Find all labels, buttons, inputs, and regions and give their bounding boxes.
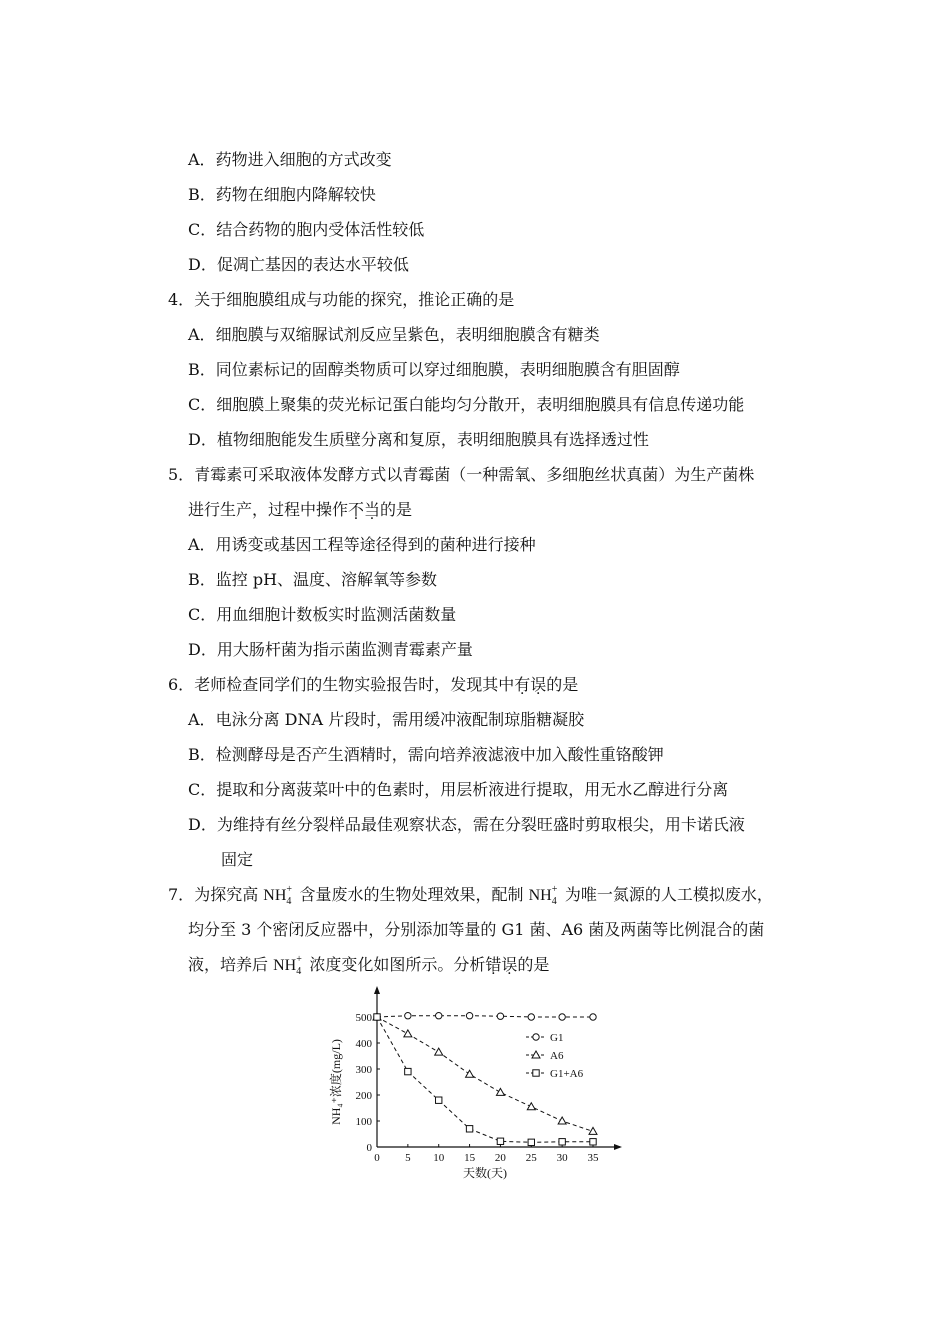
q4-option-c bbox=[188, 395, 744, 415]
q3-option-c bbox=[188, 220, 424, 240]
question-text: 为唯一氮源的人工模拟废水， bbox=[564, 885, 773, 904]
data-point-G1+A6 bbox=[466, 1126, 472, 1132]
option-text: 药物在细胞内降解较快 bbox=[215, 185, 376, 204]
data-point-G1+A6 bbox=[497, 1138, 503, 1144]
option-text: 提取和分离菠菜叶中的色素时，用层析液进行提取，用无水乙醇进行分离 bbox=[216, 780, 729, 799]
data-point-G1 bbox=[559, 1014, 565, 1020]
data-point-A6 bbox=[589, 1127, 597, 1134]
q4-option-a bbox=[188, 325, 600, 345]
option-text: 细胞膜上聚集的荧光标记蛋白能均匀分散开，表明细胞膜具有信息传递功能 bbox=[216, 395, 745, 414]
option-text: 用血细胞计数板实时监测活菌数量 bbox=[216, 605, 457, 624]
data-point-G1 bbox=[405, 1013, 411, 1019]
emphasis-char: 不 bbox=[348, 500, 365, 519]
y-tick-label: 0 bbox=[366, 1142, 372, 1154]
q6-option-d-cont bbox=[221, 850, 253, 870]
x-tick-label: 25 bbox=[525, 1152, 537, 1164]
option-label: D． bbox=[188, 430, 217, 449]
q6-option-b bbox=[188, 745, 664, 765]
q5-option-b bbox=[188, 570, 437, 590]
q4-option-d bbox=[188, 430, 649, 450]
option-text: 固定 bbox=[221, 850, 254, 869]
q7-stem-cont bbox=[188, 920, 764, 940]
option-text: 细胞膜与双缩脲试剂反应呈紫色，表明细胞膜含有糖类 bbox=[215, 325, 600, 344]
data-point-G1+A6 bbox=[405, 1068, 411, 1074]
option-label: C． bbox=[188, 605, 217, 624]
y-tick-label: 200 bbox=[355, 1090, 372, 1102]
option-text: 为维持有丝分裂样品最佳观察状态，需在分裂旺盛时剪取根尖，用卡诺氏液 bbox=[216, 815, 745, 834]
question-number: 7． bbox=[168, 885, 195, 904]
option-label: B． bbox=[188, 570, 216, 589]
data-point-G1+A6 bbox=[559, 1139, 565, 1145]
q4-stem bbox=[168, 290, 514, 310]
q5-stem bbox=[168, 465, 754, 485]
option-text: 用诱变或基因工程等途径得到的菌种进行接种 bbox=[215, 535, 536, 554]
q6-option-c bbox=[188, 780, 728, 800]
data-point-G1 bbox=[466, 1013, 472, 1019]
q3-option-a bbox=[188, 150, 392, 170]
y-tick-label: 500 bbox=[355, 1012, 372, 1024]
question-text: 青霉素可采取液体发酵方式以青霉菌（一种需氧、多细胞丝状真菌）为生产菌株 bbox=[194, 465, 755, 484]
question-number: 5． bbox=[168, 465, 195, 484]
option-label: A． bbox=[188, 325, 216, 344]
question-number: 4． bbox=[168, 290, 195, 309]
option-label: B． bbox=[188, 360, 216, 379]
q6-option-d bbox=[188, 815, 745, 835]
option-text: 监控 pH、温度、溶解氧等参数 bbox=[215, 570, 438, 589]
question-number: 6． bbox=[168, 675, 195, 694]
question-text: 老师检查同学们的生物实验报告时，发现其中 bbox=[194, 675, 515, 694]
option-label: B． bbox=[188, 745, 216, 764]
option-text: 用大肠杆菌为指示菌监测青霉素产量 bbox=[216, 640, 473, 659]
nh4-concentration-chart bbox=[320, 980, 640, 1200]
question-text: 浓度变化如图所示。分析 bbox=[309, 955, 486, 974]
legend-label: G1 bbox=[550, 1032, 564, 1044]
nh4-formula: NH + 4 bbox=[273, 954, 302, 977]
data-point-A6 bbox=[435, 1048, 443, 1055]
q4-option-b bbox=[188, 360, 680, 380]
question-text: 为探究高 bbox=[194, 885, 259, 904]
data-point-A6 bbox=[527, 1103, 535, 1110]
q5-stem-cont bbox=[188, 500, 412, 520]
option-text: 促凋亡基因的表达水平较低 bbox=[216, 255, 409, 274]
option-text: 药物进入细胞的方式改变 bbox=[215, 150, 392, 169]
data-point-A6 bbox=[558, 1117, 566, 1124]
legend-label: G1+A6 bbox=[550, 1068, 584, 1080]
y-axis-label: NH₄⁺浓度(mg/L) bbox=[329, 1039, 343, 1125]
question-text: 的是 bbox=[546, 675, 579, 694]
emphasis-char: 有 bbox=[514, 675, 531, 694]
emphasis-char: 错 bbox=[485, 955, 502, 974]
y-tick-label: 400 bbox=[355, 1038, 372, 1050]
q6-option-a bbox=[188, 710, 584, 730]
y-axis-arrow bbox=[374, 986, 380, 994]
question-text: 关于细胞膜组成与功能的探究，推论正确的是 bbox=[194, 290, 515, 309]
question-text: 均分至 3 个密闭反应器中，分别添加等量的 G1 菌、A6 菌及两菌等比例混合的菌 bbox=[188, 920, 765, 939]
q3-option-d bbox=[188, 255, 409, 275]
x-axis-label: 天数(天) bbox=[463, 1166, 507, 1180]
option-label: A． bbox=[188, 150, 216, 169]
data-point-A6 bbox=[466, 1070, 474, 1077]
option-text: 植物细胞能发生质壁分离和复原，表明细胞膜具有选择透过性 bbox=[216, 430, 649, 449]
option-text: 结合药物的胞内受体活性较低 bbox=[216, 220, 425, 239]
q3-option-b bbox=[188, 185, 376, 205]
q5-option-a bbox=[188, 535, 536, 555]
option-label: C． bbox=[188, 220, 217, 239]
legend-label: A6 bbox=[550, 1050, 564, 1062]
nh4-formula: NH + 4 bbox=[528, 884, 558, 907]
emphasis-char: 误 bbox=[530, 675, 547, 694]
emphasis-char: 误 bbox=[501, 955, 518, 974]
x-axis-arrow bbox=[614, 1144, 622, 1150]
x-tick-label: 30 bbox=[556, 1152, 568, 1164]
nh4-formula: NH + 4 bbox=[263, 884, 293, 907]
q5-option-d bbox=[188, 640, 473, 660]
option-label: A． bbox=[188, 710, 216, 729]
x-tick-label: 35 bbox=[587, 1152, 599, 1164]
option-label: C． bbox=[188, 395, 217, 414]
option-text: 检测酵母是否产生酒精时，需向培养液滤液中加入酸性重铬酸钾 bbox=[215, 745, 664, 764]
option-label: D． bbox=[188, 815, 217, 834]
option-label: B． bbox=[188, 185, 216, 204]
y-tick-label: 300 bbox=[355, 1064, 372, 1076]
option-label: D． bbox=[188, 255, 217, 274]
q6-stem bbox=[168, 675, 578, 695]
option-label: C． bbox=[188, 780, 217, 799]
data-point-G1+A6 bbox=[590, 1139, 596, 1145]
question-text: 的是 bbox=[380, 500, 413, 519]
data-point-G1+A6 bbox=[374, 1014, 380, 1020]
q7-stem-cont2 bbox=[188, 955, 549, 976]
option-text: 电泳分离 DNA 片段时，需用缓冲液配制琼脂糖凝胶 bbox=[215, 710, 585, 729]
x-tick-label: 20 bbox=[494, 1152, 506, 1164]
option-label: A． bbox=[188, 535, 216, 554]
emphasis-char: 当 bbox=[364, 500, 381, 519]
legend-marker bbox=[533, 1070, 539, 1076]
q5-option-c bbox=[188, 605, 456, 625]
x-tick-label: 15 bbox=[464, 1152, 476, 1164]
option-label: D． bbox=[188, 640, 217, 659]
data-point-G1+A6 bbox=[436, 1097, 442, 1103]
data-point-G1 bbox=[528, 1014, 534, 1020]
data-point-A6 bbox=[404, 1030, 412, 1037]
question-text: 含量废水的生物处理效果，配制 bbox=[299, 885, 524, 904]
question-text: 液，培养后 bbox=[188, 955, 269, 974]
q7-stem bbox=[168, 885, 773, 906]
x-tick-label: 5 bbox=[405, 1152, 411, 1164]
x-tick-label: 0 bbox=[374, 1152, 380, 1164]
data-point-G1 bbox=[497, 1013, 503, 1019]
option-text: 同位素标记的固醇类物质可以穿过细胞膜，表明细胞膜含有胆固醇 bbox=[215, 360, 680, 379]
x-tick-label: 10 bbox=[433, 1152, 445, 1164]
data-point-G1 bbox=[590, 1014, 596, 1020]
question-text: 的是 bbox=[517, 955, 550, 974]
data-point-G1 bbox=[436, 1013, 442, 1019]
legend-marker bbox=[533, 1034, 539, 1040]
y-tick-label: 100 bbox=[355, 1116, 372, 1128]
question-text: 进行生产，过程中操作 bbox=[188, 500, 349, 519]
data-point-A6 bbox=[496, 1088, 504, 1095]
data-point-G1+A6 bbox=[528, 1139, 534, 1145]
